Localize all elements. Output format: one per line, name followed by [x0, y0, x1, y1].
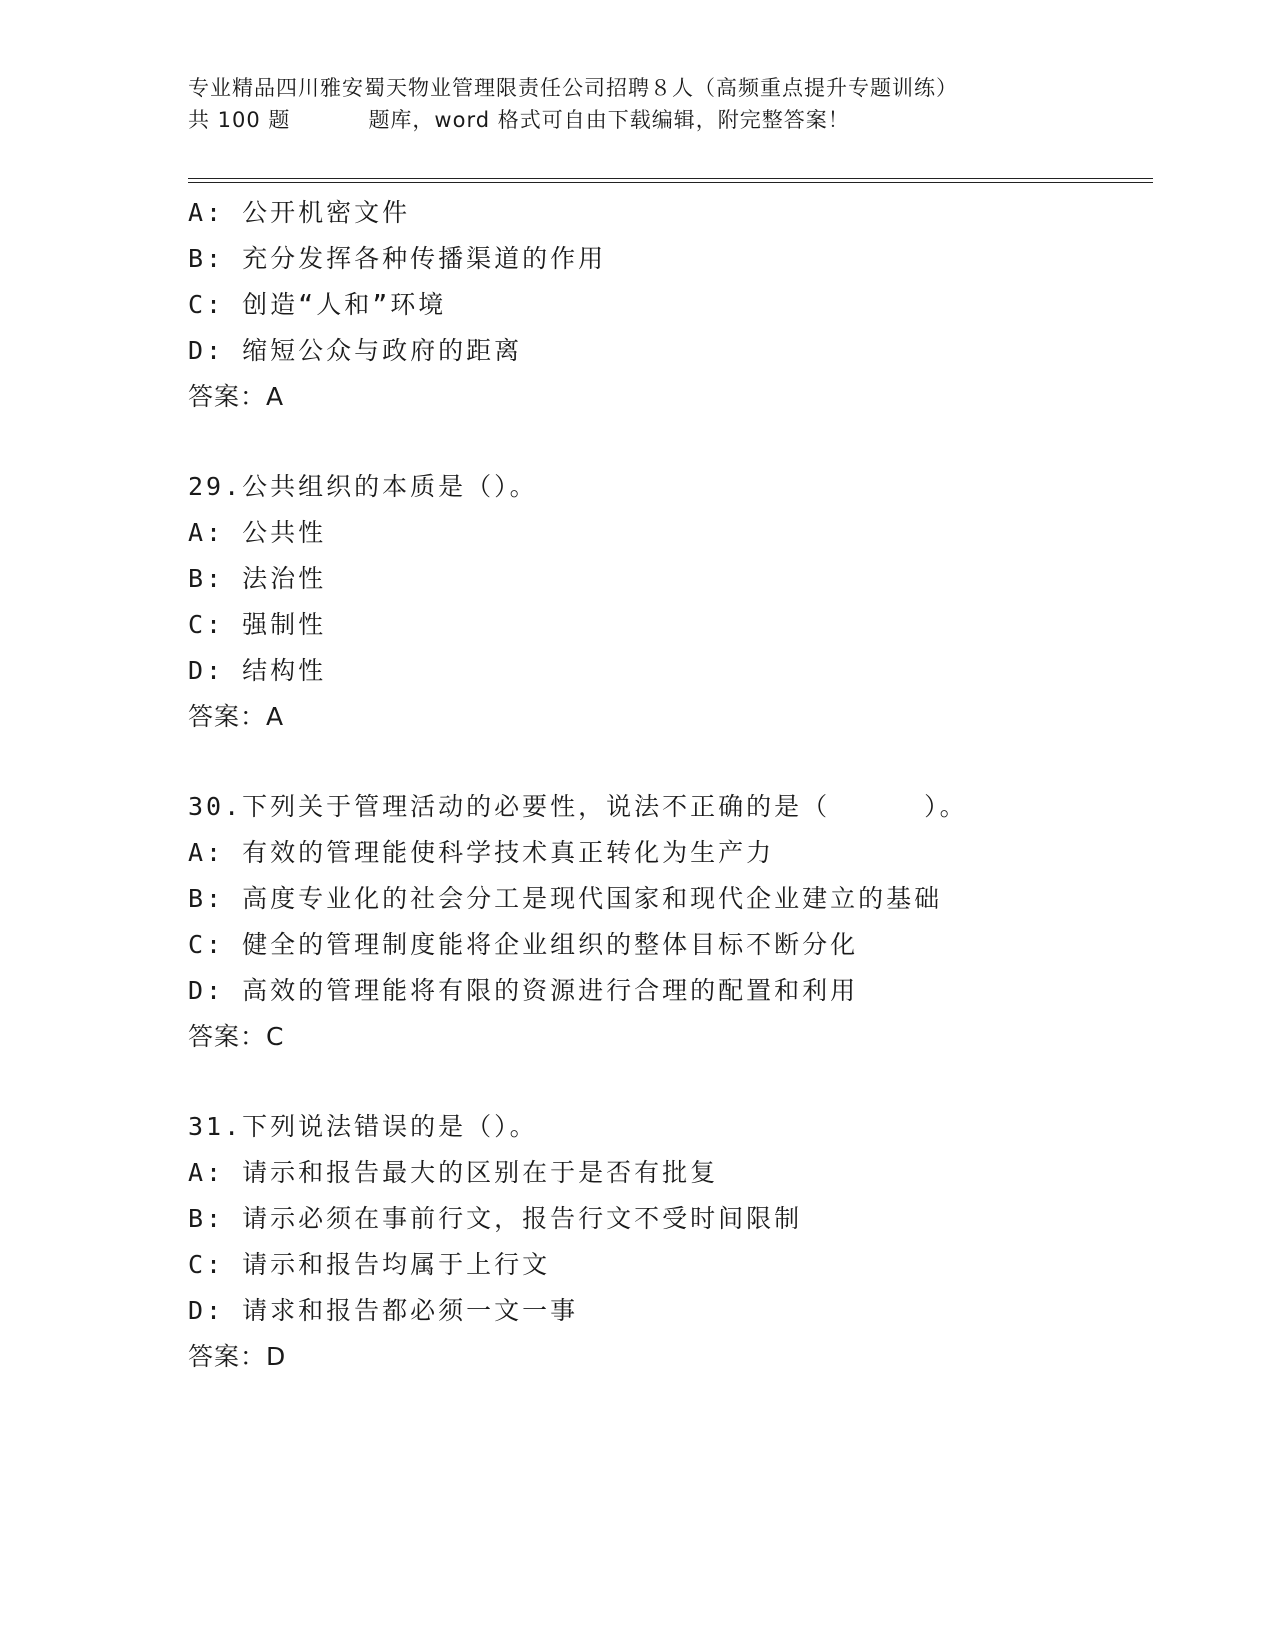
option-a: A: 公开机密文件 — [188, 198, 411, 227]
header-subtitle-line — [188, 104, 1088, 136]
question-text: 29.公共组织的本质是（）。 — [188, 472, 538, 501]
question-30 — [188, 784, 1168, 1060]
question-text: 31.下列说法错误的是（）。 — [188, 1112, 538, 1141]
option-c: C: 健全的管理制度能将企业组织的整体目标不断分化 — [188, 930, 859, 959]
question-28 — [188, 190, 1168, 420]
option-b: B: 法治性 — [188, 564, 327, 593]
header-description: 题库，word 格式可自由下载编辑，附完整答案！ — [368, 108, 850, 132]
header-title-line: 专业精品四川雅安蜀天物业管理限责任公司招聘８人（高频重点提升专题训练） — [188, 76, 958, 100]
question-count: 共 100 题 — [188, 108, 291, 132]
question-31 — [188, 1104, 1168, 1380]
header-divider-top — [188, 178, 1153, 179]
answer-line: 答案：D — [188, 1342, 287, 1371]
question-text — [188, 784, 1168, 830]
question-text-start: 30.下列关于管理活动的必要性，说法不正确的是（ — [188, 792, 831, 821]
header-divider-bottom — [188, 182, 1153, 183]
question-list — [188, 190, 1168, 1424]
question-29 — [188, 464, 1168, 740]
option-c: C: 创造“人和”环境 — [188, 290, 447, 319]
option-b: B: 请示必须在事前行文，报告行文不受时间限制 — [188, 1204, 803, 1233]
document-header — [188, 72, 1088, 136]
option-b: B: 充分发挥各种传播渠道的作用 — [188, 244, 607, 273]
answer-line: 答案：A — [188, 702, 285, 731]
option-c: C: 请示和报告均属于上行文 — [188, 1250, 551, 1279]
option-b: B: 高度专业化的社会分工是现代国家和现代企业建立的基础 — [188, 884, 943, 913]
option-d: D: 结构性 — [188, 656, 327, 685]
option-a: A: 有效的管理能使科学技术真正转化为生产力 — [188, 838, 775, 867]
option-d: D: 请求和报告都必须一文一事 — [188, 1296, 579, 1325]
answer-line: 答案：A — [188, 382, 285, 411]
option-d: D: 高效的管理能将有限的资源进行合理的配置和利用 — [188, 976, 859, 1005]
option-a: A: 公共性 — [188, 518, 327, 547]
question-text-end: ）。 — [924, 792, 968, 821]
option-c: C: 强制性 — [188, 610, 327, 639]
option-d: D: 缩短公众与政府的距离 — [188, 336, 523, 365]
option-a: A: 请示和报告最大的区别在于是否有批复 — [188, 1158, 719, 1187]
answer-line: 答案：C — [188, 1022, 285, 1051]
